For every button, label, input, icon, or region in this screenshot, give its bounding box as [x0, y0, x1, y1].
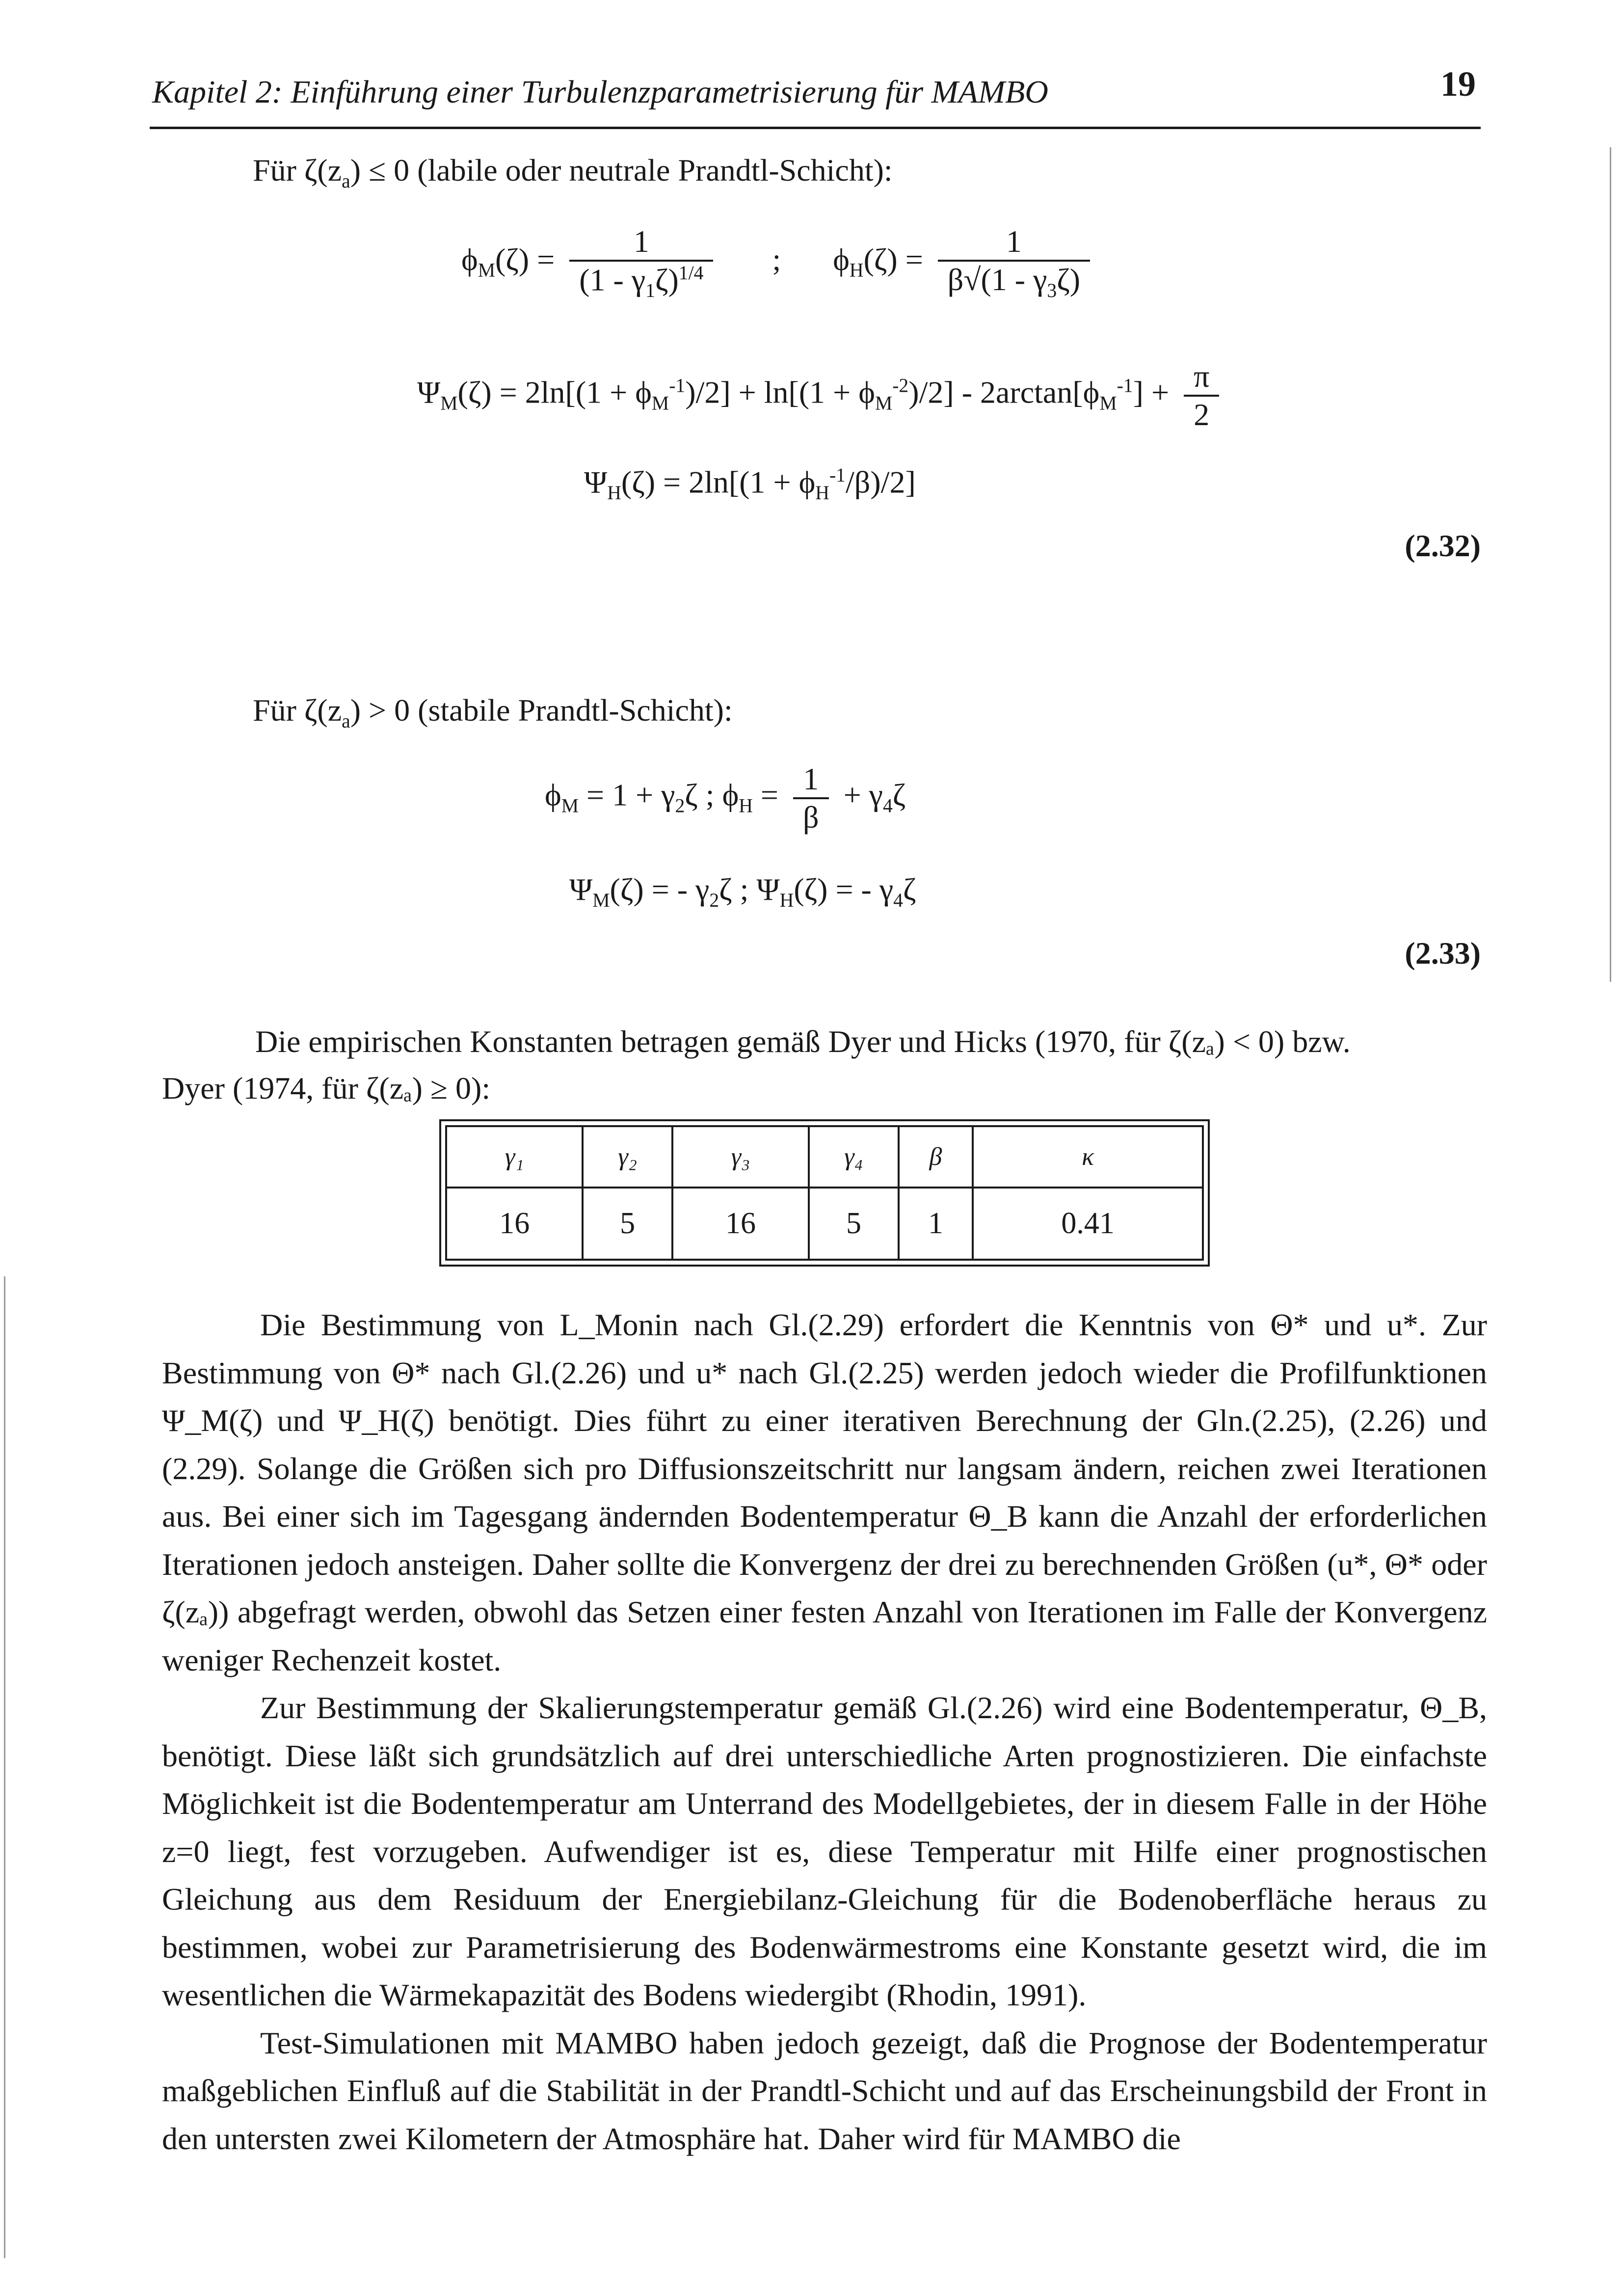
- paragraph-2: Zur Bestimmung der Skalierungstemperatur gemäß Gl.(2.26) wird eine Bodentemperatur, Θ_B, benötigt. Diese läßt sich grundsätzlich auf drei unterschiedliche Arten prognostizieren. Die einfachste Möglichkeit ist die Bodentemperatur am Unterrand des Modellgebietes, der in diesem Falle in der Höhe z=0 liegt, fest vorzugeben. Aufwendiger ist es, diese Temperatur mit Hilfe einer prognostischen Gleichung aus dem Residuum der Energiebilanz-Gleichung für die Bodenoberfläche heraus zu bestimmen, wobei zur Parametrisierung des Bodenwärmestroms eine Konstante gesetzt wird, die im wesentlichen die Wärmekapazität des Bodens wiedergibt (Rhodin, 1991).: [162, 1690, 1487, 2012]
- equation-phi-unstable: $\phi_M(\zeta)$ = $\frac{1}{(1 - \gamma_1\zeta)^{1/4}}$ ; $\phi_H(\zeta)$ = $\frac{1}{\beta√(1 - \gamma_3\zeta)}$: [461, 223, 1097, 302]
- equation-phi-stable: $\phi_M = 1 + \gamma_2\zeta$ ; $\phi_H$ = $\frac{1}{\beta}$ + $\gamma_4\zeta$: [545, 761, 906, 835]
- constants-intro-line1: Die empirischen Konstanten betragen gemäß Dyer und Hicks (1970, für ζ(zₐ) < 0) bzw.: [255, 1024, 1351, 1059]
- equation-number-2-33: (2.33): [1405, 936, 1481, 971]
- equation-psi-m-unstable: $\Psi_M(\zeta) = 2\ln[(1 + \phi_M^{-1})/2] + \ln[(1 + \phi_M^{-2})/2] - 2\arctan[\phi_M^{-1}]$ + $\frac{\pi}{2}$: [417, 358, 1226, 433]
- scan-margin-mark: [4, 1276, 5, 2258]
- table-header-row: [446, 1126, 1203, 1188]
- table-cell: 5: [583, 1188, 672, 1260]
- table-header-cell: β: [899, 1126, 973, 1188]
- equation-number-2-32: (2.32): [1405, 528, 1481, 563]
- fraction-phi-m: $\frac{1}{(1 - \gamma_1\zeta)^{1/4}}$: [569, 223, 713, 302]
- header-rule: [150, 127, 1481, 129]
- scan-margin-mark: [1610, 147, 1611, 982]
- equation-psi-h-unstable: $\Psi_H(\zeta) = 2\ln[(1 + \phi_H^{-1}/\beta)/2]$: [584, 464, 916, 504]
- constants-table: [439, 1119, 1210, 1267]
- unstable-intro: Für $\zeta(z_a) \le 0$ (labile oder neutrale Prandtl-Schicht):: [253, 153, 893, 192]
- table-header-cell: γ₄: [809, 1126, 898, 1188]
- paragraph-3: Test-Simulationen mit MAMBO haben jedoch gezeigt, daß die Prognose der Bodentemperatur maßgeblichen Einfluß auf die Stabilität in der Prandtl-Schicht und auf das Erscheinungsbild der Front in den untersten zwei Kilometern der Atmosphäre hat. Daher wird für MAMBO die: [162, 2025, 1487, 2156]
- constants-intro-line2: Dyer (1974, für ζ(zₐ) ≥ 0):: [162, 1071, 491, 1106]
- table-cell: 1: [899, 1188, 973, 1260]
- table-cell: 16: [672, 1188, 809, 1260]
- paragraph-1: Die Bestimmung von L_Monin nach Gl.(2.29) erfordert die Kenntnis von Θ* und u*. Zur Bestimmung von Θ* nach Gl.(2.26) und u* nach Gl.(2.25) werden jedoch wieder die Profilfunktionen Ψ_M(ζ) und Ψ_H(ζ) benötigt. Dies führt zu einer iterativen Berechnung der Gln.(2.25), (2.26) und (2.29). Solange die Größen sich pro Diffusionszeitschritt nur langsam ändern, reichen zwei Iterationen aus. Bei einer sich im Tagesgang ändernden Bodentemperatur Θ_B kann die Anzahl der erforderlichen Iterationen jedoch ansteigen. Daher sollte die Konvergenz der drei zu berechnenden Größen (u*, Θ* oder ζ(zₐ)) abgefragt werden, obwohl das Setzen einer festen Anzahl von Iterationen im Falle der Konvergenz weniger Rechenzeit kostet.: [162, 1307, 1487, 1677]
- equation-psi-stable: $\Psi_M(\zeta)$ = - $\gamma_2\zeta$ ; $\Psi_H(\zeta)$ = - $\gamma_4\zeta$: [569, 872, 916, 911]
- stable-intro: Für $\zeta(z_a) > 0$ (stabile Prandtl-Schicht):: [253, 693, 733, 732]
- table-header-cell: κ: [973, 1126, 1203, 1188]
- page-number: 19: [1440, 64, 1476, 104]
- running-header: Kapitel 2: Einführung einer Turbulenzparametrisierung für MAMBO: [152, 74, 1048, 110]
- body-text: [162, 1301, 1487, 2162]
- table-cell: 16: [446, 1188, 583, 1260]
- table-cell: 5: [809, 1188, 898, 1260]
- table-header-cell: γ₂: [583, 1126, 672, 1188]
- fraction-phi-h: $\frac{1}{\beta√(1 - \gamma_3\zeta)}$: [938, 223, 1090, 302]
- table-cell: 0.41: [973, 1188, 1203, 1260]
- table-header-cell: γ₃: [672, 1126, 809, 1188]
- table-row: [446, 1188, 1203, 1260]
- table-header-cell: γ₁: [446, 1126, 583, 1188]
